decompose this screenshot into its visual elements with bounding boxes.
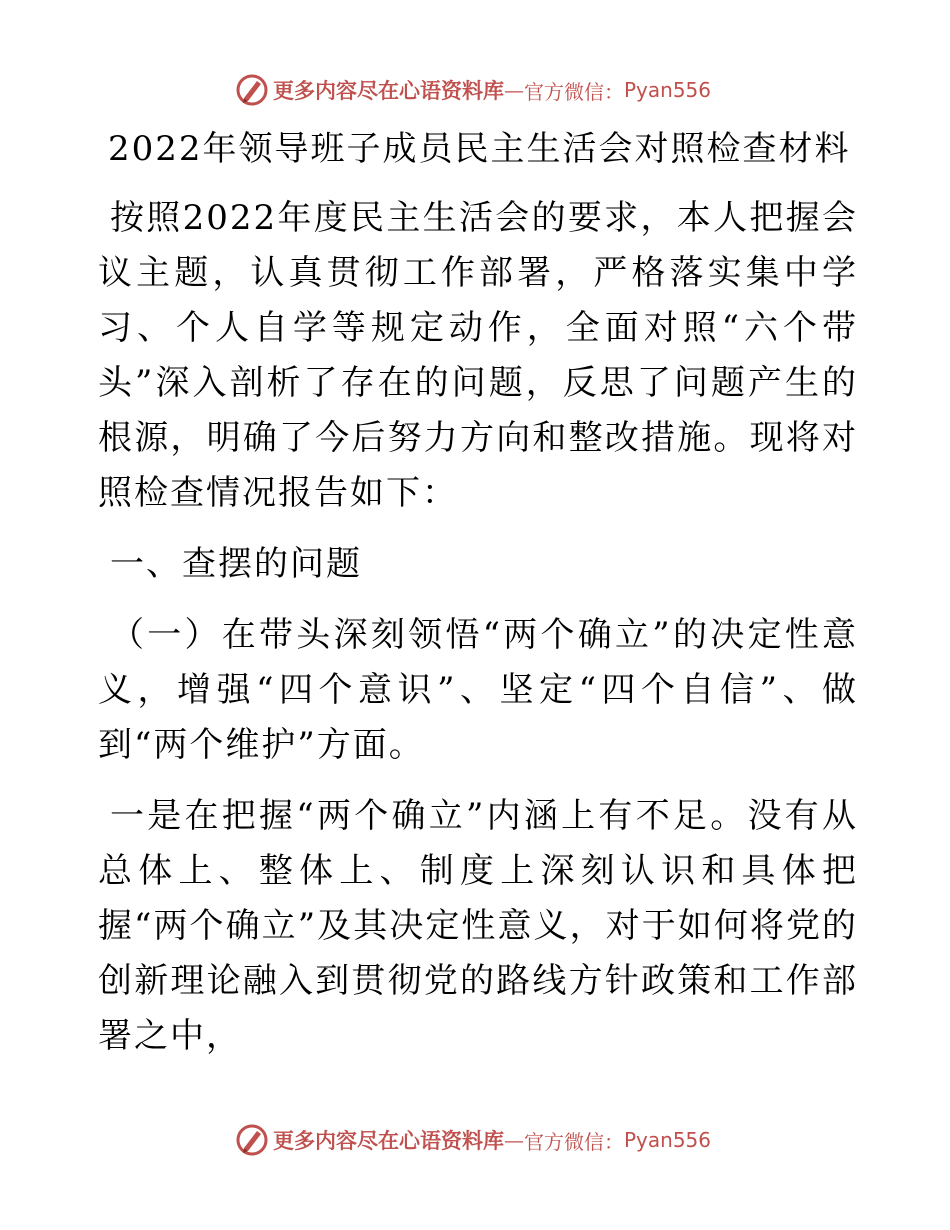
watermark-id: Pyan556 [624,1128,712,1152]
watermark-main-text: 更多内容尽在心语资料库 [273,1128,504,1153]
subsection-heading: （一）在带头深刻领悟“两个确立”的决定性意义，增强“四个意识”、坚定“四个自信”、做到“两个维护”方面。 [98,615,858,765]
document-body [98,122,858,1080]
watermark-sub-text: 官方微信： [524,1129,624,1154]
watermark-sub-text: 官方微信： [524,79,624,104]
watermark-main-text: 更多内容尽在心语资料库 [273,78,504,103]
watermark-footer [235,1122,711,1158]
watermark-dash: — [504,78,524,102]
pen-in-circle-icon [235,73,269,107]
paragraph-point-one: 一是在把握“两个确立”内涵上有不足。没有从总体上、整体上、制度上深刻认识和具体把握“两个确立”及其决定性意义，对于如何将党的创新理论融入到贯彻党的路线方针政策和工作部署之中， [98,796,858,1056]
document-title: 2022年领导班子成员民主生活会对照检查材料 [108,129,851,169]
section-heading: 一、查摆的问题 [110,544,362,584]
pen-in-circle-icon [235,1123,269,1157]
watermark-dash: — [504,1128,524,1152]
watermark-id: Pyan556 [624,78,712,102]
paragraph-intro: 按照2022年度民主生活会的要求，本人把握会议主题，认真贯彻工作部署，严格落实集中学习、个人自学等规定动作，全面对照“六个带头”深入剖析了存在的问题，反思了问题产生的根源，明确了今后努力方向和整改措施。现将对照检查情况报告如下： [98,198,858,513]
watermark-header [235,72,711,108]
